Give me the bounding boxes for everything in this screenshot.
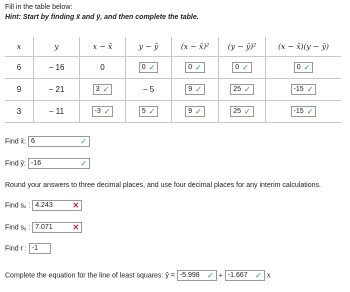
ybar-input[interactable]: -16 ✓ [28,158,90,169]
hint-text: Hint: Start by finding x̄ and ȳ, and then complete the table. [5,14,199,21]
header-dy: y − ȳ [126,37,172,57]
answer-dxdy[interactable]: 0 ✓ [294,62,314,73]
intercept-input[interactable]: -5.998 ✓ [177,270,217,281]
check-icon: ✓ [195,85,202,94]
find-sy-row [5,222,82,233]
answer-dy[interactable]: 0 ✓ [139,62,159,73]
answer-dy2[interactable]: 25 ✓ [230,84,254,95]
check-icon: ✓ [306,85,314,94]
find-r-label: Find r : [5,245,27,253]
cell-y: − 11 [48,107,65,116]
cross-icon: ✕ [72,223,80,232]
equation-label: Complete the equation for the line of least squares: ŷ = [5,272,175,280]
cross-icon: ✕ [72,201,80,210]
answer-dxdy[interactable]: -15 ✓ [291,106,317,117]
cell-dy: − 5 [142,85,155,94]
header-dx: x − x̄ [80,37,126,57]
check-icon: ✓ [244,85,251,94]
header-dxdy: (x − x̄)(y − ȳ) [266,37,342,57]
table-header-row [5,37,341,57]
cell-x: 9 [16,85,22,94]
sy-input[interactable]: 7.071 ✕ [32,222,82,233]
check-icon: ✓ [148,63,156,72]
table-row [5,79,341,101]
table-row [5,101,341,123]
check-icon: ✓ [195,63,202,72]
find-ybar-label: Find ȳ: [5,160,27,168]
r-input[interactable]: -1 [29,243,51,254]
slope-input[interactable]: -1.667 ✓ [225,270,265,281]
x-variable: x [266,271,271,280]
header-x: x [5,37,34,57]
header-y: y [34,37,80,57]
equation-row [5,270,271,281]
answer-dy[interactable]: 5 ✓ [139,106,159,117]
check-icon: ✓ [207,271,214,280]
find-r-row [5,243,51,254]
cell-x: 3 [16,107,22,116]
instruction-text: Fill in the table below: [5,4,73,11]
answer-dx2[interactable]: 9 ✓ [185,106,205,117]
answer-dx[interactable]: -3 ✓ [92,106,114,117]
plus-sign: + [218,272,223,280]
data-table [5,37,341,123]
check-icon: ✓ [80,137,87,146]
answer-dx2[interactable]: 9 ✓ [185,84,205,95]
find-ybar-row [5,158,90,169]
header-dy2: (y − ȳ)² [219,37,266,57]
answer-dx2[interactable]: 0 ✓ [185,62,205,73]
find-xbar-row [5,136,90,147]
cell-y: − 21 [48,85,65,94]
answer-dxdy[interactable]: -15 ✓ [291,84,317,95]
cell-x: 6 [16,63,22,72]
check-icon: ✓ [148,107,156,116]
answer-dy2[interactable]: 25 ✓ [230,106,254,117]
sx-input[interactable]: 4.243 ✕ [32,200,82,211]
header-dx2: (x − x̄)² [172,37,219,57]
check-icon: ✓ [303,63,311,72]
check-icon: ✓ [255,271,262,280]
find-sx-row [5,200,82,211]
check-icon: ✓ [102,85,110,94]
check-icon: ✓ [244,107,251,116]
find-sy-label: Find sᵧ : [5,224,31,232]
cell-y: − 16 [48,63,65,72]
cell-dx: 0 [100,63,105,72]
find-sx-label: Find sₓ : [5,202,31,210]
check-icon: ✓ [242,63,249,72]
find-xbar-label: Find x̄: [5,138,27,146]
xbar-input[interactable]: 6 ✓ [28,136,90,147]
check-icon: ✓ [306,107,314,116]
answer-dy2[interactable]: 0 ✓ [232,62,252,73]
check-icon: ✓ [195,107,202,116]
answer-dx[interactable]: 3 ✓ [93,84,113,95]
rounding-note: Round your answers to three decimal places, and use four decimal places for any interim calculations. [5,182,321,189]
table-row [5,57,341,79]
check-icon: ✓ [103,107,111,116]
check-icon: ✓ [80,159,87,168]
